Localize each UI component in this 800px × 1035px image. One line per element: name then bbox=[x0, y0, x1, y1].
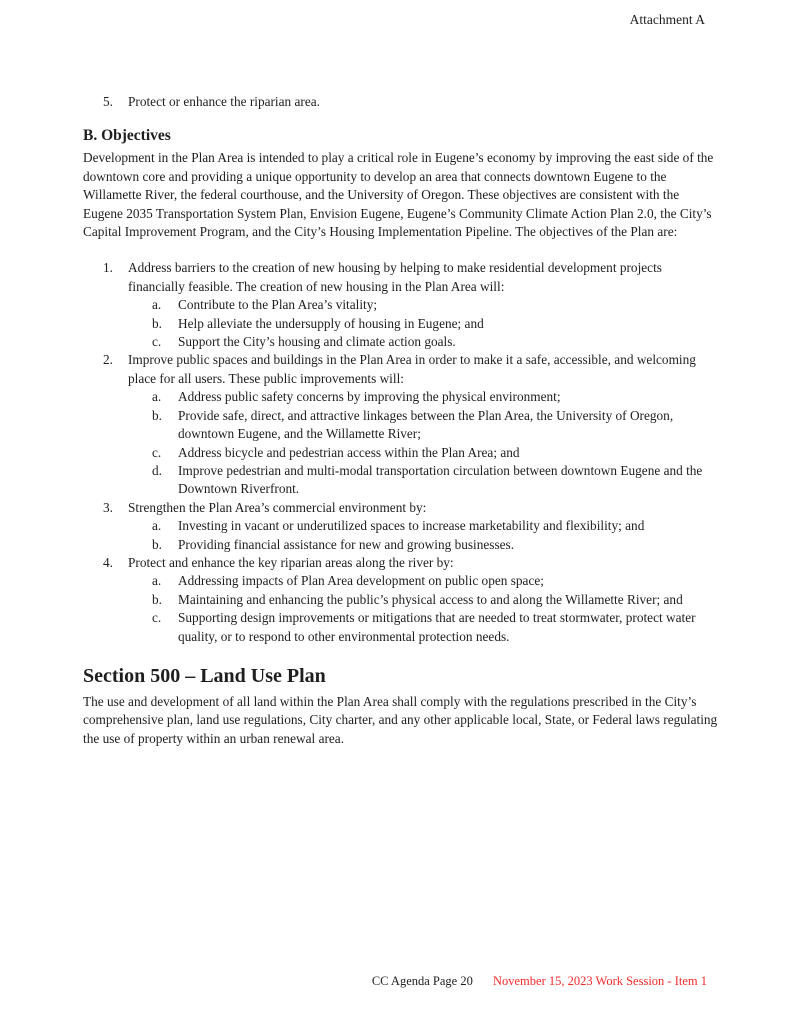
work-session-label: November 15, 2023 Work Session - Item 1 bbox=[492, 974, 707, 988]
section-500-heading: Section 500 – Land Use Plan bbox=[83, 664, 326, 687]
list-subitem bbox=[83, 315, 721, 333]
list-item-text: Strengthen the Plan Area’s commercial environment by: bbox=[128, 499, 427, 515]
subitem-text: Contribute to the Plan Area’s vitality; bbox=[178, 297, 378, 313]
subitem-letter: b. bbox=[152, 315, 162, 331]
list-subitem bbox=[83, 609, 721, 646]
subitem-text: Help alleviate the undersupply of housing in Eugene; and bbox=[178, 315, 484, 331]
list-item-number: 3. bbox=[103, 499, 113, 515]
subitem-text: Support the City’s housing and climate action goals. bbox=[178, 334, 456, 350]
list-item-text: Address barriers to the creation of new housing by helping to make residential development projects financially feasible. The creation of new housing in the Plan Area will: bbox=[128, 260, 662, 294]
list-subitem bbox=[83, 444, 721, 462]
list-item-number: 4. bbox=[103, 554, 113, 570]
page-footer bbox=[0, 974, 707, 989]
subitem-text: Maintaining and enhancing the public’s physical access to and along the Willamette River; and bbox=[178, 591, 683, 607]
objective-item-3 bbox=[83, 499, 721, 554]
page-content bbox=[83, 0, 721, 748]
list-subitem bbox=[83, 536, 721, 554]
list-item bbox=[83, 499, 721, 517]
subitem-letter: c. bbox=[152, 444, 162, 460]
objectives-heading: B. Objectives bbox=[83, 127, 171, 145]
subitem-letter: d. bbox=[152, 462, 162, 478]
objective-item-2 bbox=[83, 351, 721, 498]
list-item-number: 5. bbox=[103, 94, 113, 109]
subitem-text: Supporting design improvements or mitigations that are needed to treat stormwater, protect water quality, or to respond to other environmental protection needs. bbox=[178, 610, 696, 644]
list-item-number: 2. bbox=[103, 352, 113, 368]
subitem-text: Provide safe, direct, and attractive linkages between the Plan Area, the University of Oregon, downtown Eugene, and the Willamette River; bbox=[178, 407, 674, 442]
list-subitem bbox=[83, 591, 721, 609]
subitem-letter: a. bbox=[152, 389, 162, 405]
list-item-number: 1. bbox=[103, 260, 113, 276]
list-item bbox=[83, 259, 721, 296]
list-subitem bbox=[83, 296, 721, 314]
list-item-text: Protect and enhance the key riparian areas along the river by: bbox=[128, 554, 454, 570]
list-subitem bbox=[83, 462, 721, 499]
subitem-text: Address public safety concerns by improving the physical environment; bbox=[178, 389, 561, 405]
agenda-page-label: CC Agenda Page 20 bbox=[371, 974, 473, 988]
subitem-letter: a. bbox=[152, 297, 162, 313]
subitem-letter: b. bbox=[152, 407, 162, 423]
subitem-text: Improve pedestrian and multi-modal transportation circulation between downtown Eugene and the Downtown Riverfront. bbox=[178, 462, 703, 497]
list-item bbox=[83, 351, 721, 388]
list-item-text: Improve public spaces and buildings in the Plan Area in order to make it a safe, accessible, and welcoming place for all users. These public improvements will: bbox=[128, 352, 696, 386]
objectives-list bbox=[83, 259, 721, 646]
subitem-letter: c. bbox=[152, 610, 162, 626]
subitem-text: Address bicycle and pedestrian access within the Plan Area; and bbox=[178, 444, 520, 460]
objective-item-1 bbox=[83, 259, 721, 351]
subitem-text: Providing financial assistance for new and growing businesses. bbox=[178, 536, 515, 552]
subitem-letter: a. bbox=[152, 573, 162, 589]
list-subitem bbox=[83, 333, 721, 351]
section-500-paragraph: The use and development of all land within the Plan Area shall comply with the regulations prescribed in the City’s comprehensive plan, land use regulations, City charter, and any other applicable local, State, or Federal laws regulating the use of property within an urban renewal area. bbox=[83, 693, 718, 746]
list-subitem bbox=[83, 388, 721, 406]
subitem-text: Addressing impacts of Plan Area development on public open space; bbox=[178, 573, 544, 589]
subitem-text: Investing in vacant or underutilized spaces to increase marketability and flexibility; and bbox=[178, 518, 645, 534]
attachment-label: Attachment A bbox=[629, 12, 705, 27]
subitem-letter: c. bbox=[152, 334, 162, 350]
list-item-5 bbox=[83, 93, 721, 111]
list-subitem bbox=[83, 572, 721, 590]
list-subitem bbox=[83, 517, 721, 535]
list-item bbox=[83, 554, 721, 572]
subitem-letter: a. bbox=[152, 518, 162, 534]
objective-item-4 bbox=[83, 554, 721, 646]
list-item-text: Protect or enhance the riparian area. bbox=[128, 94, 320, 109]
objectives-intro-paragraph: Development in the Plan Area is intended to play a critical role in Eugene’s economy by improving the east side of the downtown core and providing a unique opportunity to develop an area that connects downtown Eugene to the Willamette River, the federal courthouse, and the University of Oregon. These objectives are consistent with the Eugene 2035 Transportation System Plan, Envision Eugene, Eugene’s Community Climate Action Plan 2.0, the City’s Capital Improvement Program, and the City’s Housing Implementation Pipeline. The objectives of the Plan are: bbox=[83, 150, 714, 240]
subitem-letter: b. bbox=[152, 591, 162, 607]
list-subitem bbox=[83, 407, 721, 444]
subitem-letter: b. bbox=[152, 536, 162, 552]
